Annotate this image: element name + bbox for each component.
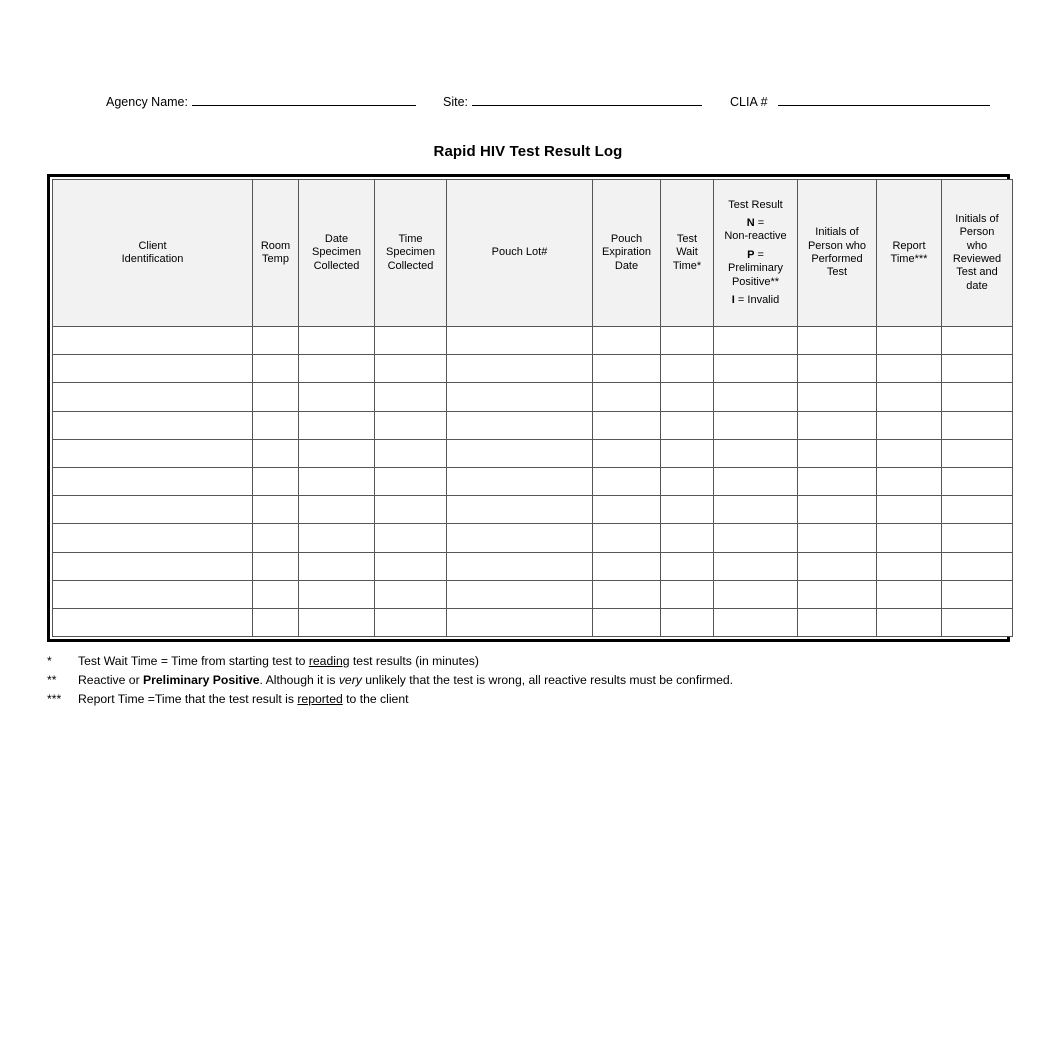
table-cell-client[interactable] [53, 552, 253, 580]
table-cell-datespec[interactable] [299, 467, 375, 495]
table-cell-initperf[interactable] [798, 411, 877, 439]
table-row[interactable] [53, 552, 1013, 580]
column-header-room-temp [253, 180, 299, 327]
table-cell-pouchexp[interactable] [593, 383, 661, 411]
footnote-text: Report Time =Time that the test result is reported to the client [78, 692, 409, 706]
column-header-pouch-lot [447, 180, 593, 327]
form-field-row [0, 93, 1056, 117]
table-cell-waittime[interactable] [661, 524, 714, 552]
site-blank[interactable] [472, 93, 702, 106]
table-cell-pouchlot[interactable] [447, 355, 593, 383]
table-row[interactable] [53, 608, 1013, 636]
table-cell-waittime[interactable] [661, 496, 714, 524]
table-cell-pouchexp[interactable] [593, 496, 661, 524]
pouchexp-header-line-3: Date [614, 259, 639, 272]
table-cell-pouchexp[interactable] [593, 524, 661, 552]
table-cell-pouchexp[interactable] [593, 608, 661, 636]
table-cell-timespec[interactable] [375, 608, 447, 636]
table-cell-initperf[interactable] [798, 467, 877, 495]
table-cell-pouchexp[interactable] [593, 552, 661, 580]
table-cell-datespec[interactable] [299, 552, 375, 580]
timespec-header-line-2: Specimen [386, 246, 435, 259]
table-cell-pouchlot[interactable] [447, 552, 593, 580]
table-cell-client[interactable] [53, 383, 253, 411]
footnote-1 [47, 652, 1007, 671]
table-cell-initperf[interactable] [798, 327, 877, 355]
table-cell-pouchexp[interactable] [593, 355, 661, 383]
table-cell-client[interactable] [53, 355, 253, 383]
table-cell-result[interactable] [714, 411, 798, 439]
client-header-line-1: Client [138, 239, 167, 252]
table-cell-pouchlot[interactable] [447, 467, 593, 495]
result-legend-positive-code [716, 249, 795, 262]
table-cell-pouchlot[interactable] [447, 524, 593, 552]
table-cell-initrev[interactable] [942, 327, 1013, 355]
table-cell-waittime[interactable] [661, 580, 714, 608]
table-cell-pouchlot[interactable] [447, 439, 593, 467]
table-cell-pouchlot[interactable] [447, 411, 593, 439]
column-header-initials-reviewed [942, 180, 1013, 327]
table-cell-result[interactable] [714, 383, 798, 411]
table-cell-pouchlot[interactable] [447, 608, 593, 636]
table-cell-timespec[interactable] [375, 580, 447, 608]
table-cell-initrev[interactable] [942, 411, 1013, 439]
waittime-header-line-2: Wait [676, 246, 698, 259]
table-cell-room[interactable] [253, 383, 299, 411]
page-title-text: Rapid HIV Test Result Log [433, 143, 623, 160]
initperf-header-line-4: Test [826, 266, 848, 279]
column-header-report-time [877, 180, 942, 327]
table-cell-waittime[interactable] [661, 355, 714, 383]
table-cell-reptime[interactable] [877, 496, 942, 524]
table-cell-room[interactable] [253, 439, 299, 467]
initrev-header-line-3: who [966, 239, 988, 252]
table-cell-result[interactable] [714, 467, 798, 495]
table-cell-result[interactable] [714, 355, 798, 383]
initrev-header-line-5: Test and [956, 266, 998, 279]
table-cell-room[interactable] [253, 580, 299, 608]
table-cell-pouchexp[interactable] [593, 439, 661, 467]
invalid-code-letter: I [731, 294, 735, 307]
table-cell-reptime[interactable] [877, 467, 942, 495]
table-cell-pouchexp[interactable] [593, 411, 661, 439]
rapid-hiv-test-result-log-table [52, 179, 1013, 637]
table-cell-initrev[interactable] [942, 355, 1013, 383]
table-cell-initperf[interactable] [798, 608, 877, 636]
table-cell-room[interactable] [253, 608, 299, 636]
room-header-line-1: Room [260, 239, 291, 252]
table-cell-reptime[interactable] [877, 608, 942, 636]
table-cell-client[interactable] [53, 524, 253, 552]
table-row[interactable] [53, 411, 1013, 439]
clia-number-label: CLIA # [730, 95, 768, 109]
reptime-header-line-2: Time*** [890, 253, 928, 265]
table-cell-initrev[interactable] [942, 496, 1013, 524]
table-cell-room[interactable] [253, 552, 299, 580]
table-cell-result[interactable] [714, 552, 798, 580]
table-cell-result[interactable] [714, 327, 798, 355]
pouchlot-header-line-1: Pouch Lot# [491, 246, 548, 259]
table-cell-room[interactable] [253, 524, 299, 552]
column-header-test-result [714, 180, 798, 327]
datespec-header-line-3: Collected [313, 259, 360, 272]
table-cell-datespec[interactable] [299, 327, 375, 355]
table-cell-waittime[interactable] [661, 327, 714, 355]
table-cell-client[interactable] [53, 411, 253, 439]
column-header-test-wait-time [661, 180, 714, 327]
column-header-time-specimen-collected [375, 180, 447, 327]
table-cell-reptime[interactable] [877, 383, 942, 411]
result-legend-non-reactive-code [716, 217, 795, 230]
table-cell-reptime[interactable] [877, 439, 942, 467]
table-cell-pouchexp[interactable] [593, 467, 661, 495]
table-cell-timespec[interactable] [375, 327, 447, 355]
table-cell-datespec[interactable] [299, 411, 375, 439]
table-cell-timespec[interactable] [375, 496, 447, 524]
table-cell-initrev[interactable] [942, 383, 1013, 411]
column-header-date-specimen-collected [299, 180, 375, 327]
table-cell-result[interactable] [714, 580, 798, 608]
table-cell-client[interactable] [53, 327, 253, 355]
clia-number-field[interactable] [730, 93, 990, 109]
table-cell-initrev[interactable] [942, 524, 1013, 552]
table-cell-waittime[interactable] [661, 411, 714, 439]
table-cell-datespec[interactable] [299, 580, 375, 608]
table-header-row [53, 180, 1013, 327]
table-cell-initrev[interactable] [942, 439, 1013, 467]
column-header-pouch-expiration-date [593, 180, 661, 327]
table-header [53, 180, 1013, 327]
table-cell-datespec[interactable] [299, 355, 375, 383]
table-cell-initperf[interactable] [798, 439, 877, 467]
invalid-label: = Invalid [734, 294, 780, 307]
table-cell-timespec[interactable] [375, 552, 447, 580]
room-header-line-2: Temp [262, 253, 289, 265]
column-header-initials-performed [798, 180, 877, 327]
table-cell-reptime[interactable] [877, 327, 942, 355]
reptime-header-line-1: Report [892, 239, 926, 252]
table-cell-result[interactable] [714, 524, 798, 552]
result-legend-non-reactive-label: Non-reactive [724, 230, 787, 243]
table-cell-reptime[interactable] [877, 580, 942, 608]
table-row[interactable] [53, 524, 1013, 552]
table-cell-initperf[interactable] [798, 496, 877, 524]
table-cell-result[interactable] [714, 496, 798, 524]
table-cell-datespec[interactable] [299, 496, 375, 524]
agency-name-field[interactable] [106, 93, 416, 109]
pouchexp-header-line-1: Pouch [610, 232, 643, 245]
table-cell-timespec[interactable] [375, 383, 447, 411]
table-cell-timespec[interactable] [375, 439, 447, 467]
non-reactive-equals: = [754, 216, 765, 229]
table-cell-timespec[interactable] [375, 411, 447, 439]
footnote-marker: *** [47, 692, 62, 706]
site-field[interactable] [443, 93, 702, 109]
footnote-text: Reactive or Preliminary Positive. Although it is very unlikely that the test is wrong, all reactive results must be confirmed. [78, 673, 734, 687]
table-cell-client[interactable] [53, 580, 253, 608]
initperf-header-line-1: Initials of [815, 226, 859, 239]
table-cell-room[interactable] [253, 355, 299, 383]
table-cell-client[interactable] [53, 439, 253, 467]
table-cell-pouchlot[interactable] [447, 383, 593, 411]
table-cell-waittime[interactable] [661, 608, 714, 636]
table-cell-initperf[interactable] [798, 580, 877, 608]
table-cell-pouchlot[interactable] [447, 496, 593, 524]
table-row[interactable] [53, 467, 1013, 495]
table-cell-room[interactable] [253, 327, 299, 355]
clia-number-blank[interactable] [778, 93, 990, 106]
table-cell-client[interactable] [53, 608, 253, 636]
table-cell-reptime[interactable] [877, 355, 942, 383]
table-cell-waittime[interactable] [661, 383, 714, 411]
table-cell-reptime[interactable] [877, 411, 942, 439]
initrev-header-line-1: Initials of [955, 212, 999, 225]
table-cell-pouchexp[interactable] [593, 580, 661, 608]
table-cell-timespec[interactable] [375, 467, 447, 495]
footnote-text: Test Wait Time = Time from starting test to reading test results (in minutes) [78, 654, 479, 668]
table-cell-room[interactable] [253, 411, 299, 439]
datespec-header-line-1: Date [324, 232, 349, 245]
positive-equals: = [754, 248, 764, 261]
footnote-2 [47, 671, 1007, 690]
datespec-header-line-2: Specimen [312, 246, 361, 259]
table-cell-initperf[interactable] [798, 552, 877, 580]
table-cell-result[interactable] [714, 439, 798, 467]
table-cell-pouchlot[interactable] [447, 327, 593, 355]
table-row[interactable] [53, 383, 1013, 411]
footnote-marker: ** [47, 673, 57, 687]
table-cell-timespec[interactable] [375, 355, 447, 383]
footnote-3 [47, 690, 1007, 709]
initrev-header-line-2: Person [959, 226, 995, 239]
waittime-header-line-3: Time* [672, 259, 702, 272]
table-cell-reptime[interactable] [877, 524, 942, 552]
footnotes-block [47, 652, 1007, 709]
table-cell-datespec[interactable] [299, 524, 375, 552]
table-row[interactable] [53, 439, 1013, 467]
table-cell-reptime[interactable] [877, 552, 942, 580]
table-cell-room[interactable] [253, 467, 299, 495]
table-row[interactable] [53, 580, 1013, 608]
initperf-header-line-2: Person who [807, 239, 867, 252]
table-cell-datespec[interactable] [299, 439, 375, 467]
pouchexp-header-line-2: Expiration [602, 246, 651, 259]
client-header-line-2: Identification [121, 253, 184, 265]
table-cell-datespec[interactable] [299, 608, 375, 636]
timespec-header-line-3: Collected [387, 259, 434, 272]
initrev-header-line-4: Reviewed [952, 253, 1002, 265]
table-row[interactable] [53, 496, 1013, 524]
column-header-client-identification [53, 180, 253, 327]
page-title [0, 143, 1056, 160]
table-row[interactable] [53, 355, 1013, 383]
table-cell-datespec[interactable] [299, 383, 375, 411]
result-legend-invalid [716, 294, 795, 307]
timespec-header-line-1: Time [398, 232, 423, 245]
result-legend-positive-label-2: Positive** [731, 275, 780, 288]
table-cell-pouchlot[interactable] [447, 580, 593, 608]
result-legend-positive-label-1: Preliminary [727, 262, 783, 275]
result-header-title: Test Result [728, 198, 783, 211]
table-cell-initrev[interactable] [942, 608, 1013, 636]
footnote-marker: * [47, 654, 52, 668]
table-cell-initrev[interactable] [942, 580, 1013, 608]
agency-name-blank[interactable] [192, 93, 416, 106]
waittime-header-line-1: Test [676, 232, 698, 245]
initrev-header-line-6: date [966, 279, 988, 292]
table-cell-waittime[interactable] [661, 439, 714, 467]
site-label: Site: [443, 95, 469, 109]
positive-code-letter: P [747, 248, 755, 261]
non-reactive-code-letter: N [746, 216, 755, 229]
table-body [53, 327, 1013, 637]
table-cell-client[interactable] [53, 496, 253, 524]
initperf-header-line-3: Performed [811, 253, 863, 265]
log-table-frame [47, 174, 1010, 642]
table-cell-timespec[interactable] [375, 524, 447, 552]
table-cell-initperf[interactable] [798, 355, 877, 383]
agency-name-label: Agency Name: [106, 95, 188, 109]
table-cell-waittime[interactable] [661, 467, 714, 495]
table-cell-result[interactable] [714, 608, 798, 636]
table-cell-pouchexp[interactable] [593, 327, 661, 355]
table-cell-waittime[interactable] [661, 552, 714, 580]
table-row[interactable] [53, 327, 1013, 355]
table-cell-initrev[interactable] [942, 467, 1013, 495]
table-cell-initperf[interactable] [798, 383, 877, 411]
table-cell-initrev[interactable] [942, 552, 1013, 580]
table-cell-client[interactable] [53, 467, 253, 495]
table-cell-room[interactable] [253, 496, 299, 524]
table-cell-initperf[interactable] [798, 524, 877, 552]
